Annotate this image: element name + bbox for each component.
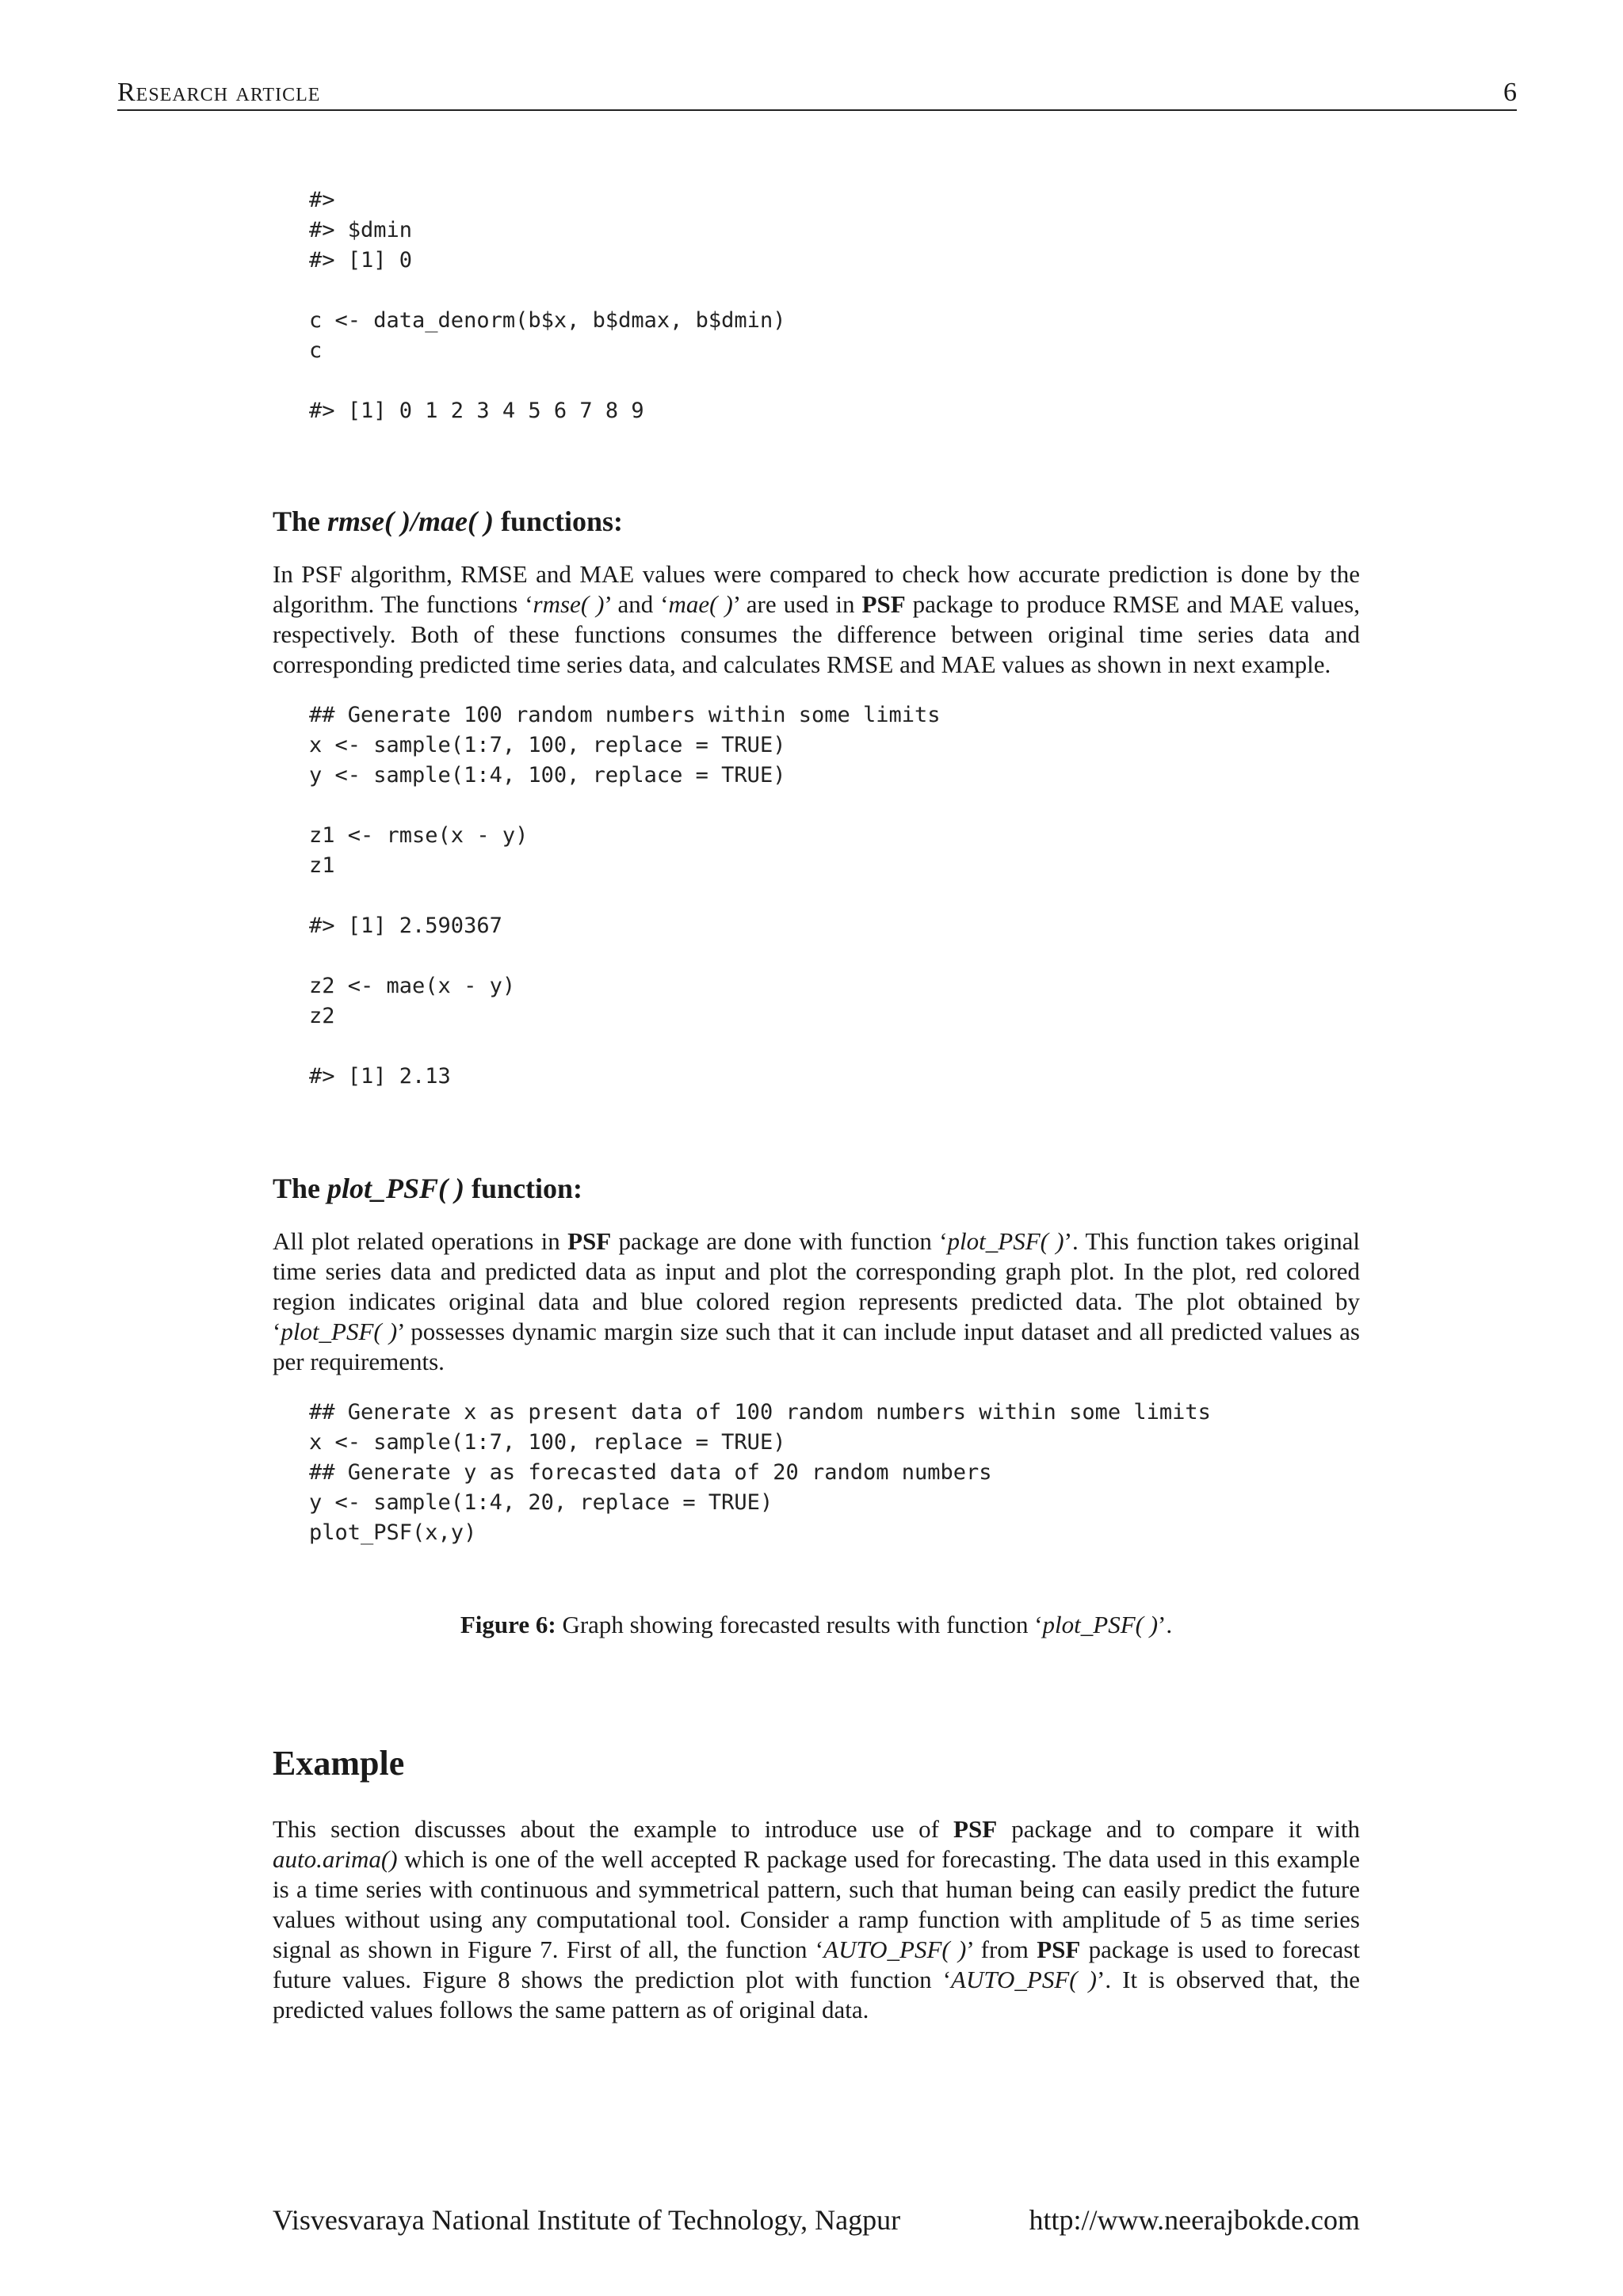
text: package are done with function ‘	[611, 1227, 948, 1255]
code-block-rmse-mae	[273, 700, 1360, 1092]
heading-text: functions:	[493, 505, 623, 537]
code-line	[309, 1032, 1360, 1062]
code-block-denorm	[273, 185, 1360, 426]
text: ’. It is observed that, the predicted values follows the same pattern as of original data.	[273, 1966, 1360, 2023]
heading-function-name: plot_PSF( )	[327, 1173, 465, 1204]
code-line: z1	[309, 853, 335, 878]
heading-text: The	[273, 505, 328, 537]
paragraph-plot-psf	[273, 1226, 1360, 1377]
heading-text: function:	[464, 1173, 583, 1204]
code-line: c	[309, 338, 323, 363]
code-line: #>	[309, 188, 335, 212]
code-line: ## Generate x as present data of 100 random numbers within some limits	[309, 1400, 1211, 1425]
heading-example: Example	[273, 1744, 405, 1783]
text: package is used to forecast future values. Figure 8 shows the prediction plot with function ‘	[273, 1936, 1360, 1993]
code-line: z2 <- mae(x - y)	[309, 974, 516, 998]
footer-url[interactable]: http://www.neerajbokde.com	[1029, 2204, 1360, 2236]
text: ’. This function takes original time series data and predicted data as input and plot the corresponding graph plot. In the plot, red colored region indicates original data and blue colored region represents predicted data. The plot obtained by ‘	[273, 1227, 1360, 1345]
code-line: #> [1] 0 1 2 3 4 5 6 7 8 9	[309, 399, 644, 423]
paragraph-example	[273, 1814, 1360, 2025]
code-line: y <- sample(1:4, 20, replace = TRUE)	[309, 1490, 773, 1515]
function-name: plot_PSF( )	[1042, 1611, 1159, 1638]
code-line	[309, 941, 1360, 971]
text: package to produce RMSE and MAE values, respectively. Both of these functions consumes the difference between original time series data and corresponding predicted time series data, and calculates RMSE and MAE values as shown in next example.	[273, 590, 1360, 678]
page-content	[273, 174, 1360, 2025]
code-line: x <- sample(1:7, 100, replace = TRUE)	[309, 733, 786, 757]
caption-text: ’.	[1158, 1611, 1173, 1638]
function-name: plot_PSF( )	[947, 1227, 1064, 1255]
footer-institute: Visvesvaraya National Institute of Technology, Nagpur	[273, 2204, 901, 2236]
code-line: plot_PSF(x,y)	[309, 1520, 477, 1545]
text: All plot related operations in	[273, 1227, 568, 1255]
text: ’ possesses dynamic margin size such that it can include input dataset and all predicted values as per requirements.	[273, 1318, 1361, 1375]
heading-function-name: rmse( )/mae( )	[327, 505, 494, 537]
function-name: AUTO_PSF( )	[951, 1966, 1097, 1993]
code-line: #> [1] 0	[309, 248, 413, 273]
package-name: PSF	[861, 590, 906, 618]
package-name: PSF	[567, 1227, 612, 1255]
heading-plot-psf	[273, 1171, 1360, 1206]
code-line: x <- sample(1:7, 100, replace = TRUE)	[309, 1430, 786, 1455]
code-line: ## Generate y as forecasted data of 20 random numbers	[309, 1460, 992, 1485]
code-line: ## Generate 100 random numbers within some limits	[309, 703, 941, 727]
code-line	[309, 276, 1360, 306]
caption-label: Figure 6:	[460, 1611, 556, 1638]
code-line: y <- sample(1:4, 100, replace = TRUE)	[309, 763, 786, 788]
figure-caption	[273, 1610, 1360, 1640]
text: package and to compare it with	[997, 1815, 1360, 1843]
package-name: PSF	[1037, 1936, 1081, 1963]
code-line: z2	[309, 1004, 335, 1028]
heading-text: The	[273, 1173, 328, 1204]
function-name: mae( )	[668, 590, 733, 618]
code-line	[309, 881, 1360, 911]
function-name: plot_PSF( )	[281, 1318, 398, 1345]
code-line	[309, 366, 1360, 396]
function-name: rmse( )	[533, 590, 605, 618]
text: ’ and ‘	[604, 590, 669, 618]
paragraph-rmse-mae	[273, 559, 1360, 680]
code-block-plot-psf	[273, 1398, 1360, 1548]
text: ’ from	[966, 1936, 1037, 1963]
running-title: Research article	[117, 78, 321, 107]
heading-rmse-mae	[273, 504, 1360, 539]
package-name: PSF	[953, 1815, 998, 1843]
code-line: #> [1] 2.590367	[309, 913, 502, 938]
page-header	[117, 76, 1517, 111]
text: ’ are used in	[732, 590, 862, 618]
function-name: auto.arima()	[273, 1845, 398, 1873]
code-line	[309, 791, 1360, 821]
page-number: 6	[1503, 78, 1517, 107]
text: This section discusses about the example to introduce use of	[273, 1815, 954, 1843]
text: which is one of the well accepted R package used for forecasting. The data used in this example is a time series with continuous and symmetrical pattern, such that human being can easily predict the future values without using any computational tool. Consider a ramp function with amplitude of 5 as time series signal as shown in Figure 7. First of all, the function ‘	[273, 1845, 1360, 1963]
text: In PSF algorithm, RMSE and MAE values were compared to check how accurate prediction is done by the algorithm. The functions ‘	[273, 560, 1360, 618]
code-line: z1 <- rmse(x - y)	[309, 823, 529, 848]
function-name: AUTO_PSF( )	[823, 1936, 967, 1963]
code-line: #> [1] 2.13	[309, 1064, 451, 1089]
code-line: #> $dmin	[309, 218, 413, 242]
code-line: c <- data_denorm(b$x, b$dmax, b$dmin)	[309, 308, 786, 333]
caption-text: Graph showing forecasted results with function ‘	[556, 1611, 1043, 1638]
